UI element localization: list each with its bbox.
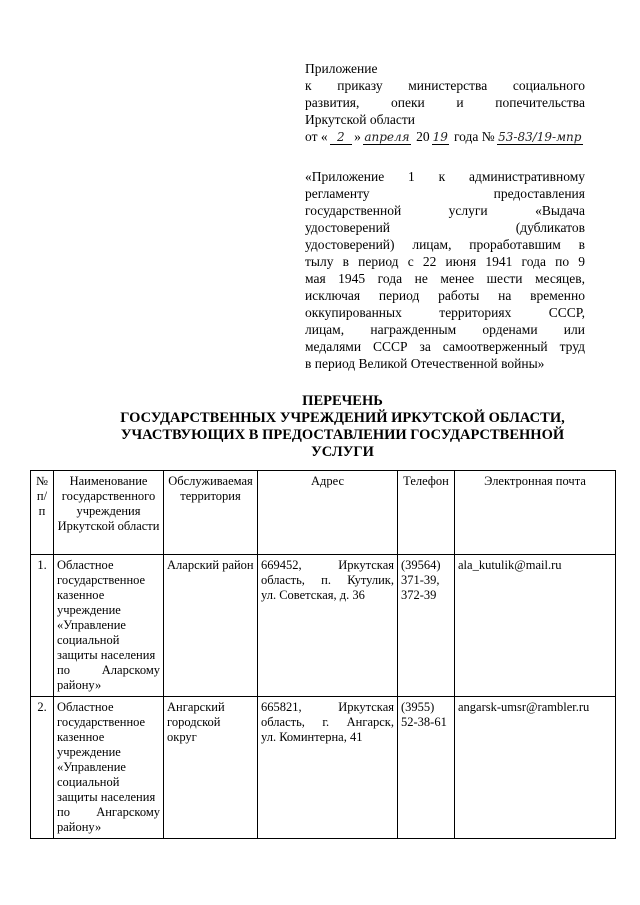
header-line-4: Иркутской области bbox=[305, 112, 416, 127]
address-line bbox=[261, 700, 394, 715]
address-line bbox=[261, 558, 394, 573]
header-line-2: к приказу министерства социального bbox=[305, 78, 585, 93]
name-line: казенное bbox=[57, 588, 105, 602]
name-word: Аларскому bbox=[101, 663, 160, 677]
appendix-line: регламенту предоставления bbox=[305, 186, 585, 201]
name-line: Областное bbox=[57, 700, 114, 714]
territory-line: городской bbox=[167, 715, 221, 729]
col-header-territory: Обслуживаемая территория bbox=[164, 471, 258, 555]
name-line: району» bbox=[57, 820, 102, 834]
appendix-line: государственной услуги «Выдача bbox=[305, 203, 585, 218]
name-line: государственное bbox=[57, 715, 146, 729]
phone-line: (3955) bbox=[401, 700, 435, 714]
row-institution-name bbox=[54, 555, 164, 697]
col-header-name: Наименование государственного учреждения Иркутской области bbox=[54, 471, 164, 555]
address-index: 669452, bbox=[261, 558, 302, 572]
date-quote-close: » bbox=[354, 129, 361, 144]
address-line: область, г. Ангарск, bbox=[261, 715, 394, 729]
row-phone bbox=[398, 555, 455, 697]
row-email: ala_kutulik@mail.ru bbox=[455, 555, 616, 697]
handwritten-month: апреля bbox=[364, 130, 410, 144]
appendix-line: мая 1945 года не менее шести месяцев, bbox=[305, 271, 585, 286]
row-address bbox=[258, 555, 398, 697]
header-line-1: Приложение bbox=[305, 61, 378, 76]
address-region: Иркутская bbox=[338, 700, 394, 714]
title-line-3: УЧАСТВУЮЩИХ В ПРЕДОСТАВЛЕНИИ ГОСУДАРСТВЕННОЙ bbox=[120, 427, 565, 443]
name-line bbox=[57, 663, 160, 678]
address-line: область, п. Кутулик, bbox=[261, 573, 394, 587]
address-line: ул. Советская, д. 36 bbox=[261, 588, 365, 602]
title-line-4: УСЛУГИ bbox=[311, 444, 374, 460]
order-attachment-header bbox=[305, 60, 585, 145]
title-line-1: ПЕРЕЧЕНЬ bbox=[302, 393, 383, 409]
address-index: 665821, bbox=[261, 700, 302, 714]
handwritten-order-number: 53-83/19-мпр bbox=[498, 130, 582, 144]
name-line: Областное bbox=[57, 558, 114, 572]
handwritten-day: 2 bbox=[330, 131, 352, 145]
name-line: защиты населения bbox=[57, 648, 156, 662]
phone-line: 372-39 bbox=[401, 588, 437, 602]
name-line: «Управление bbox=[57, 760, 126, 774]
appendix-line: удостоверений) лицам, проработавшим в bbox=[305, 237, 585, 252]
name-line: социальной bbox=[57, 775, 120, 789]
row-num: 1. bbox=[31, 555, 54, 697]
col-header-num: № п/п bbox=[31, 471, 54, 555]
territory-line: округ bbox=[167, 730, 197, 744]
appendix-line: «Приложение 1 к административному bbox=[305, 169, 585, 184]
name-line: учреждение bbox=[57, 745, 121, 759]
title-line-2: ГОСУДАРСТВЕННЫХ УЧРЕЖДЕНИЙ ИРКУТСКОЙ ОБЛАСТИ, bbox=[120, 410, 565, 426]
col-header-address: Адрес bbox=[258, 471, 398, 555]
name-word: Ангарскому bbox=[96, 805, 160, 819]
row-territory: Аларский район bbox=[164, 555, 258, 697]
institutions-table bbox=[30, 470, 616, 839]
name-word: по bbox=[57, 663, 70, 677]
row-email: angarsk-umsr@rambler.ru bbox=[455, 697, 616, 839]
name-line: социальной bbox=[57, 633, 120, 647]
year-word: года № bbox=[453, 129, 495, 144]
handwritten-year: 19 bbox=[432, 130, 448, 144]
phone-line: (39564) bbox=[401, 558, 441, 572]
address-line: ул. Коминтерна, 41 bbox=[261, 730, 363, 744]
name-word: по bbox=[57, 805, 70, 819]
name-line: казенное bbox=[57, 730, 105, 744]
name-line: защиты населения bbox=[57, 790, 156, 804]
name-line: учреждение bbox=[57, 603, 121, 617]
col-header-phone: Телефон bbox=[398, 471, 455, 555]
table-row bbox=[31, 697, 616, 839]
table-row bbox=[31, 555, 616, 697]
appendix-line: исключая период работы на временно bbox=[305, 288, 585, 303]
row-territory bbox=[164, 697, 258, 839]
appendix-line: оккупированных территориях СССР, bbox=[305, 305, 585, 320]
appendix-line: тылу в период с 22 июня 1941 года по 9 bbox=[305, 254, 585, 269]
col-header-email: Электронная почта bbox=[455, 471, 616, 555]
appendix-line: удостоверений (дубликатов bbox=[305, 220, 585, 235]
territory-line: Ангарский bbox=[167, 700, 225, 714]
name-line: «Управление bbox=[57, 618, 126, 632]
appendix-reference-block bbox=[305, 168, 585, 372]
row-phone bbox=[398, 697, 455, 839]
date-prefix: от « bbox=[305, 129, 328, 144]
header-line-3: развития, опеки и попечительства bbox=[305, 95, 585, 110]
phone-line: 52-38-61 bbox=[401, 715, 447, 729]
row-address bbox=[258, 697, 398, 839]
appendix-line: лицам, награжденным орденами или bbox=[305, 322, 585, 337]
appendix-line: в период Великой Отечественной войны» bbox=[305, 356, 545, 371]
appendix-line: медалями СССР за самоотверженный труд bbox=[305, 339, 585, 354]
phone-line: 371-39, bbox=[401, 573, 440, 587]
year-prefix: 20 bbox=[416, 129, 430, 144]
row-num: 2. bbox=[31, 697, 54, 839]
row-institution-name bbox=[54, 697, 164, 839]
name-line bbox=[57, 805, 160, 820]
document-title bbox=[90, 393, 595, 461]
name-line: району» bbox=[57, 678, 102, 692]
order-date-number-line bbox=[305, 128, 585, 145]
address-region: Иркутская bbox=[338, 558, 394, 572]
table-header-row bbox=[31, 471, 616, 555]
name-line: государственное bbox=[57, 573, 146, 587]
